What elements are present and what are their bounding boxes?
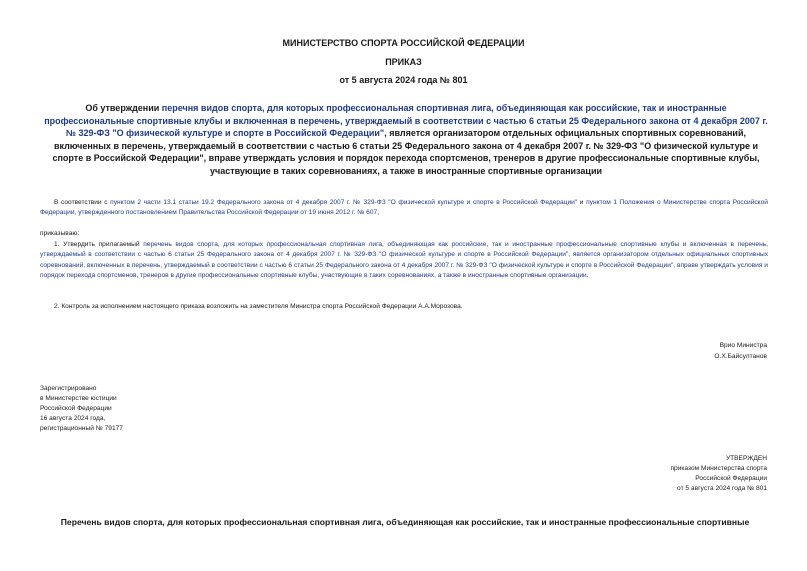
title-prefix: Об утверждении — [85, 103, 162, 113]
preamble-law-link[interactable]: пунктом 2 части 13.1 статьи 19.2 Федерального закона от 4 декабря 2007 г. № 329-ФЗ "О физической культуре и спорте в Российской Федерации" — [110, 199, 578, 206]
preamble-text-3: , — [377, 209, 380, 217]
doc-type-heading: ПРИКАЗ — [385, 57, 422, 67]
title-rest: , является организатором отдельных официальных спортивных соревнований, включенных в перечень, утверждаемый в соответствии с частью 6 статьи 25 Федерального закона от 4 декабря 2007 г. № 329-ФЗ "О физической культуре и спорте в Российской Федерации", вправе утверждать условия и порядок перехода спортсменов, тренеров в другие профессиональные спортивные клубы, участвующие в таких соревнованиях, а также в иностранные спортивные организации — [52, 128, 760, 176]
item-1-list-link[interactable]: перечень видов спорта, для которых профессиональная спортивная лига, объединяющая как российские, так и иностранные профессиональные спортивные клубы и включенная в перечень, утверждаемый в соответствии с частью 6 статьи 25 Федерального закона от 4 декабря 2007 г. № 329-ФЗ "О физической культуре и спорте в Российской Федерации", является организатором отдельных официальных спортивных соревнований, включенных в перечень, утверждаемый в соответствии с частью 6 статьи 25 Федерального закона от 4 декабря 2007 г. № 329-ФЗ "О физической культуре и спорте в Российской Федерации", вправе утверждать условия и порядок перехода спортсменов, тренеров в другие профессиональные спортивные клубы, участвующие в таких соревнованиях, а также в иностранные спортивные организации — [40, 241, 768, 279]
registration-line-5: регистрационный № 79177 — [40, 425, 123, 432]
registration-line-3: Российской Федерации — [40, 405, 112, 412]
order-title — [44, 102, 768, 177]
approval-line-3: Российской Федерации — [695, 475, 767, 482]
item-1-paragraph — [40, 240, 768, 281]
approval-line-1: УТВЕРЖДЕН — [725, 455, 767, 462]
title-link[interactable]: перечня видов спорта, для которых профессиональная спортивная лига, объединяющая как российские, так и иностранные профессиональные спортивные клубы и включенная в перечень, утверждаемый в соответствии с частью 6 статьи 25 Федерального закона от 4 декабря 2007 г. № 329-ФЗ "О физической культуре и спорте в Российской Федерации" — [44, 103, 768, 138]
list-title: Перечень видов спорта, для которых профессиональная спортивная лига, объединяющая как российские, так и иностранные профессиональные спортивные — [60, 517, 750, 527]
preamble-paragraph — [40, 198, 768, 219]
registration-line-1: Зарегистрировано — [40, 385, 97, 392]
item-1-text-1: 1. Утвердить прилагаемый — [54, 241, 144, 248]
preamble-text-1: В соответствии с — [54, 199, 111, 206]
registration-line-2: в Министерстве юстиции — [40, 395, 117, 402]
order-word: приказываю: — [40, 230, 80, 237]
ministry-heading: МИНИСТЕРСТВО СПОРТА РОССИЙСКОЙ ФЕДЕРАЦИИ — [282, 38, 525, 48]
item-1-text-2: . — [586, 271, 589, 279]
signature-position: Врио Министра — [719, 342, 767, 349]
preamble-regulation-link[interactable]: пунктом 1 Положения о Министерстве спорта Российской Федерации, утвержденного постановлением Правительства Российской Федерации от 19 июня 2012 г. № 607 — [40, 199, 768, 217]
date-number-heading: от 5 августа 2024 года № 801 — [339, 75, 468, 85]
registration-line-4: 16 августа 2024 года, — [40, 415, 106, 422]
item-2-paragraph: 2. Контроль за исполнением настоящего приказа возложить на заместителя Министра спорта Российской Федерации А.А.Морозова. — [54, 303, 463, 310]
signature-name: О.Х.Байсултанов — [714, 353, 767, 360]
preamble-text-2: и — [577, 199, 587, 206]
approval-line-4: от 5 августа 2024 года № 801 — [677, 485, 767, 492]
approval-line-2: приказом Министерства спорта — [670, 465, 767, 472]
